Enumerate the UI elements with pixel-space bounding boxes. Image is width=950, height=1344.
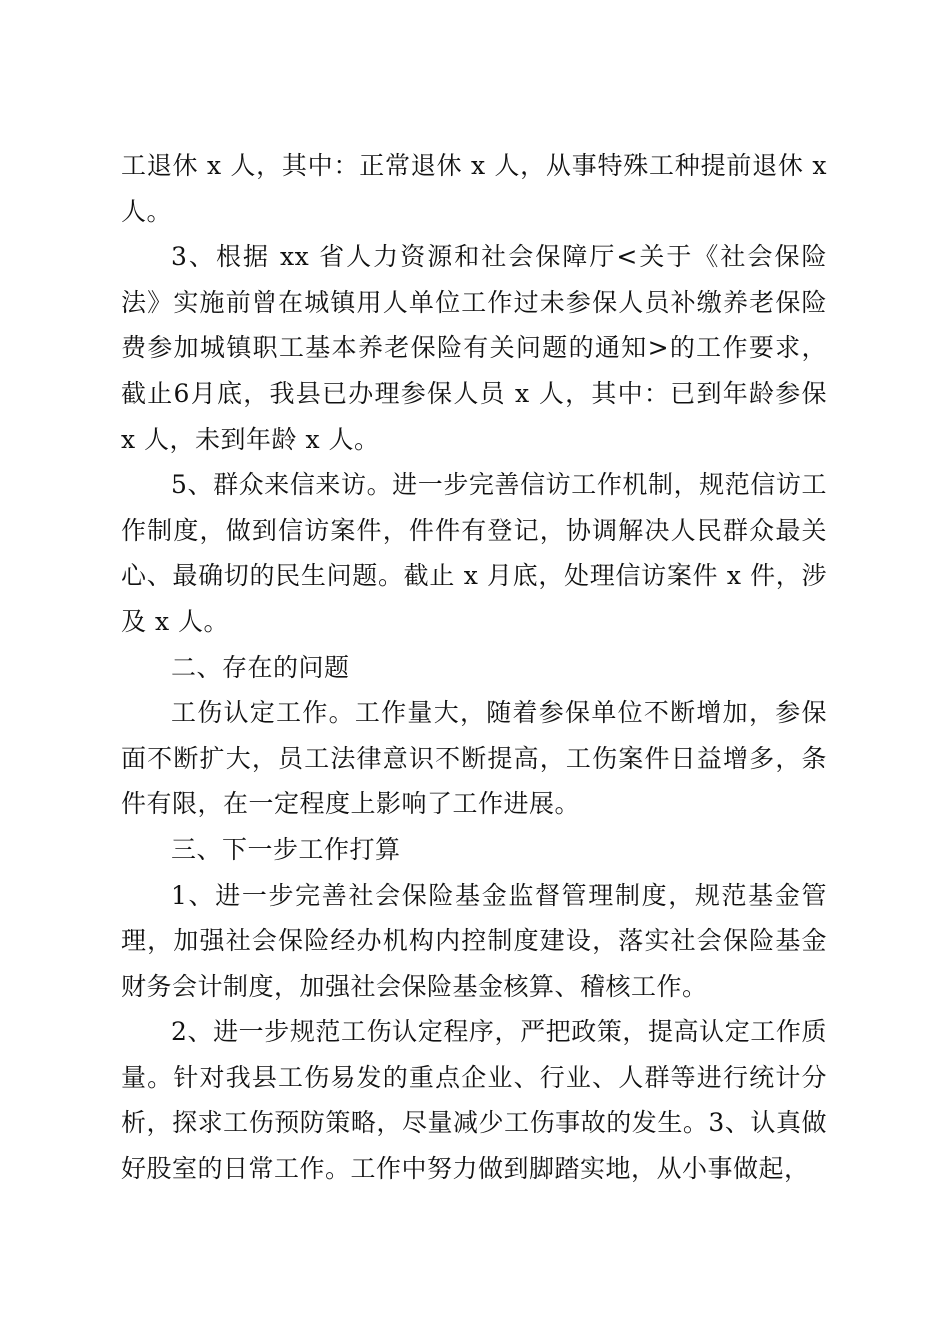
paragraph-item-3-insurance-supplement: 3、根据 xx 省人力资源和社会保障厅<关于《社会保险法》实施前曾在城镇用人单位工作过未参保人员补缴养老保险费参加城镇职工基本养老保险有关问题的通知>的工作要求，截止6月底，我县已办理参保人员 x 人，其中：已到年龄参保 x 人，未到年龄 x 人。	[121, 242, 827, 454]
section-heading-existing-problems: 二、存在的问题	[171, 652, 350, 682]
document-body	[121, 143, 827, 1192]
paragraph-next-step-2: 2、进一步规范工伤认定程序，严把政策，提高认定工作质量。针对我县工伤易发的重点企业、行业、人群等进行统计分析，探求工伤预防策略，尽量减少工伤事故的发生。3、认真做好股室的日常工作。工作中努力做到脚踏实地，从小事做起，	[121, 1017, 827, 1184]
section-heading-next-steps: 三、下一步工作打算	[171, 834, 401, 864]
paragraph-next-step-1: 1、进一步完善社会保险基金监督管理制度，规范基金管理，加强社会保险经办机构内控制度建设，落实社会保险基金财务会计制度，加强社会保险基金核算、稽核工作。	[121, 880, 827, 1001]
paragraph-item-5-petitions: 5、群众来信来访。进一步完善信访工作机制，规范信访工作制度，做到信访案件，件件有登记，协调解决人民群众最关心、最确切的民生问题。截止 x 月底，处理信访案件 x 件，涉及 x 人。	[121, 470, 827, 636]
paragraph-work-injury-problem: 工伤认定工作。工作量大，随着参保单位不断增加，参保面不断扩大，员工法律意识不断提高，工伤案件日益增多，条件有限，在一定程度上影响了工作进展。	[121, 698, 827, 819]
paragraph-retirement-continued: 工退休 x 人，其中：正常退休 x 人，从事特殊工种提前退休 x 人。	[121, 151, 827, 226]
